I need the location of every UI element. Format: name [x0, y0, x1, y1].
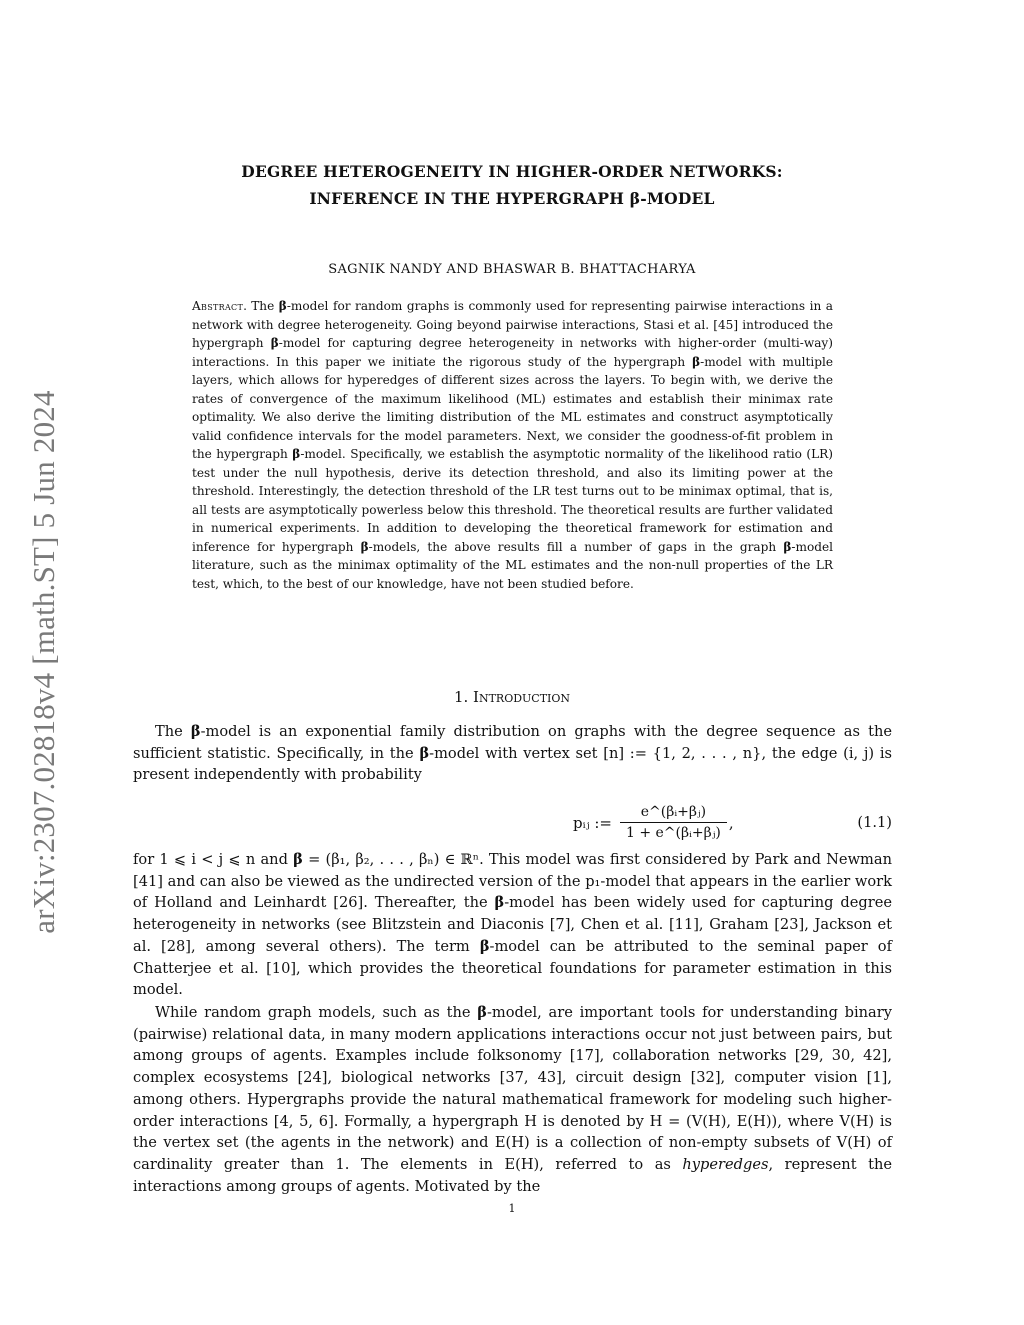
beta-symbol: β: [190, 723, 201, 740]
paragraph-text: for 1 ⩽ i < j ⩽ n and: [133, 851, 294, 868]
beta-symbol: β: [479, 937, 490, 955]
paragraph-text: -model, are important tools for understanding binary (pairwise) relational data, in many modern applications interactions occur not just between pairs, but among groups of agents. Examples include folksonomy [17], collaboration networks [29, 30, 42], complex ecosystems [24], biological networks [37, 43], circuit design [32], computer vision [1], among others. Hypergraphs provide the natural mathematical framework for modeling such higher-order interactions [4, 5, 6]. Formally, a hypergraph H is denoted by H = (V(H), E(H)), where V(H) is the vertex set (the agents in the network) and E(H) is a collection of non-empty subsets of V(H) of cardinality greater than 1. The elements in E(H), referred to as: [133, 1004, 892, 1173]
equation-numerator: e^(βᵢ+βⱼ): [640, 804, 707, 820]
equation-lhs: pᵢⱼ :=: [573, 813, 612, 832]
page-number: 1: [508, 1202, 516, 1215]
abstract-text: -model for random graphs is commonly used for representing pairwise interactions in a network with degree heterogeneity. Going beyond pairwise interactions, Stasi et al. [45] introduced the hypergraph: [192, 299, 833, 350]
paragraph-text: -model with vertex set [n] := {1, 2, . . . , n}, the edge (i, j) is present independently with probability: [133, 744, 892, 784]
abstract-heading: Abstract.: [192, 299, 248, 313]
beta-symbol: β: [692, 354, 701, 369]
paragraph-text: -model can be attributed to the seminal paper of Chatterjee et al. [10], which provides the theoretical foundations for parameter estimation in this model.: [133, 937, 892, 999]
section-number: 1.: [453, 688, 469, 706]
beta-symbol: β: [360, 539, 369, 554]
paragraph-text: -model has been widely used for capturing degree heterogeneity in networks (see Blitzstein and Diaconis [7], Chen et al. [11], Graham [23], Jackson et al. [28], among several others). The term: [133, 894, 892, 955]
paper-authors: SAGNIK NANDY AND BHASWAR B. BHATTACHARYA: [328, 262, 696, 277]
equation-comma: ,: [728, 813, 734, 832]
paper-title-line-2: INFERENCE IN THE HYPERGRAPH β-MODEL: [309, 189, 715, 208]
abstract-text: -model. Specifically, we establish the asymptotic normality of the likelihood ratio (LR) test under the null hypothesis, derive its detection threshold, and also its limiting power at the threshold. Interestingly, the detection threshold of the LR test turns out to be minimax optimal, that is, all tests are asymptotically powerless below this threshold. The theoretical results are further validated in numerical experiments. In addition to developing the theoretical framework for estimation and inference for hypergraph: [192, 447, 833, 554]
beta-symbol: β: [292, 447, 301, 461]
beta-symbol: β: [783, 539, 792, 554]
section-title: Introduction: [473, 688, 571, 706]
paragraph-text: While random graph models, such as the: [155, 1004, 478, 1021]
paragraph-text: = (β₁, β₂, . . . , βₙ) ∈ ℝⁿ. This model was first considered by Park and Newman [41] and can also be viewed as the undirected version of the p₁-model that appears in the earlier work of Holland and Leinhardt [26]. Thereafter, the: [133, 851, 892, 912]
paragraph-1: [133, 721, 892, 786]
beta-symbol: β: [270, 336, 279, 350]
paragraph-text: , represent the interactions among groups of agents. Motivated by the: [133, 1155, 892, 1195]
equation-1-1: [133, 796, 892, 848]
paragraph-2: [133, 849, 892, 1001]
abstract: [192, 297, 833, 593]
emphasized-term: hyperedges: [682, 1155, 769, 1173]
abstract-text: -model with multiple layers, which allows for hyperedges of different sizes across the layers. To begin with, we derive the rates of convergence of the maximum likelihood (ML) estimates and establish their minimax rate optimality. We also derive the limiting distribution of the ML estimates and construct asymptotically valid confidence intervals for the model parameters. Next, we consider the goodness-of-fit problem in the hypergraph: [192, 354, 833, 461]
equation-fraction: [620, 804, 727, 841]
abstract-text: -model literature, such as the minimax optimality of the ML estimates and the non-null properties of the LR test, which, to the best of our knowledge, have not been studied before.: [192, 539, 833, 591]
beta-symbol: β: [477, 1004, 487, 1021]
beta-symbol: β: [419, 744, 430, 762]
beta-symbol: β: [494, 894, 505, 912]
equation-body: [573, 804, 734, 841]
paper-title: [180, 158, 844, 212]
section-heading-introduction: [180, 688, 844, 706]
arxiv-identifier-stamp: arXiv:2307.02818v4 [math.ST] 5 Jun 2024: [26, 390, 61, 934]
beta-symbol: β: [293, 851, 303, 868]
paragraph-text: The: [155, 723, 191, 740]
paragraph-text: -model is an exponential family distribution on graphs with the degree sequence as the sufficient statistic. Specifically, in the: [133, 723, 892, 762]
abstract-text: The: [251, 299, 279, 313]
equation-denominator: 1 + e^(βᵢ+βⱼ): [625, 825, 721, 841]
abstract-text: -model for capturing degree heterogeneity in networks with higher-order (multi-way) interactions. In this paper we initiate the rigorous study of the hypergraph: [192, 336, 833, 369]
beta-symbol: β: [278, 299, 287, 313]
equation-number: (1.1): [857, 814, 892, 831]
paper-title-line-1: DEGREE HETEROGENEITY IN HIGHER-ORDER NETWORKS:: [241, 162, 783, 181]
abstract-text: -models, the above results fill a number of gaps in the graph: [368, 539, 784, 554]
paragraph-3: [133, 1002, 892, 1197]
